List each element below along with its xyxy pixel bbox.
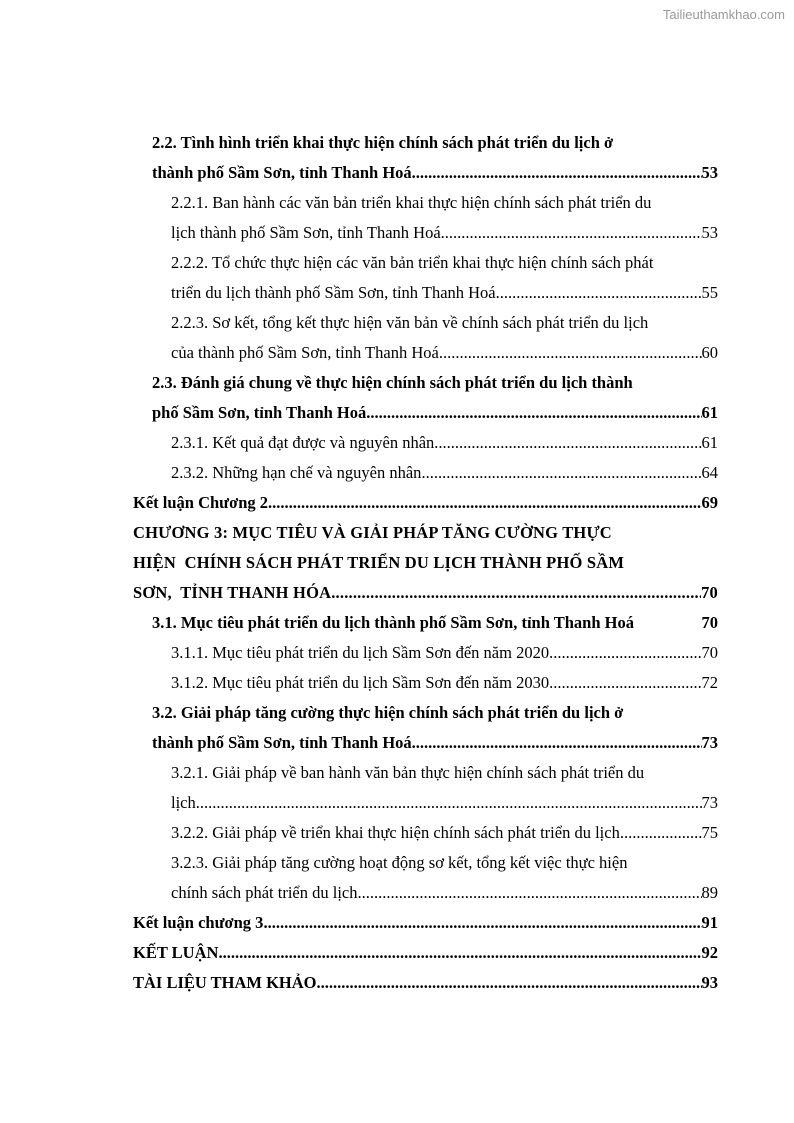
dot-leader [268, 488, 701, 518]
toc-entry-text: 3.1. Mục tiêu phát triển du lịch thành phố Sầm Sơn, tỉnh Thanh Hoá [152, 613, 634, 632]
toc-entry-text: lịch [171, 793, 196, 812]
dot-leader [218, 938, 701, 968]
toc-entry-text: HIỆN CHÍNH SÁCH PHÁT TRIỂN DU LỊCH THÀNH PHỐ SẦM [133, 553, 625, 572]
toc-page-number: 75 [701, 823, 718, 842]
toc-page-number: 61 [701, 403, 718, 422]
toc-entry-text: triển du lịch thành phố Sầm Sơn, tỉnh Thanh Hoá [171, 283, 496, 302]
toc-entry-text: 2.2. Tình hình triển khai thực hiện chính sách phát triển du lịch ở [152, 133, 614, 152]
toc-page-number: 53 [701, 223, 718, 242]
toc-entry-3-1[interactable] [133, 608, 718, 638]
toc-page-number: 73 [701, 733, 718, 752]
toc-entry-2-3-2[interactable] [133, 458, 718, 488]
toc-entry-3-2-3[interactable] [133, 848, 718, 908]
toc-entry-text: 3.2.3. Giải pháp tăng cường hoạt động sơ kết, tổng kết việc thực hiện [171, 853, 628, 872]
toc-entry-text: thành phố Sầm Sơn, tỉnh Thanh Hoá [152, 163, 412, 182]
toc-entry-text: SƠN, TỈNH THANH HÓA [133, 583, 332, 602]
dot-leader [412, 158, 702, 188]
toc-entry-tai-lieu-tham-khao[interactable] [133, 968, 718, 998]
toc-page-number: 72 [701, 673, 718, 692]
toc-page-number: 64 [701, 463, 718, 482]
dot-leader [434, 428, 701, 458]
toc-page-number: 60 [701, 343, 718, 362]
watermark: Tailieuthamkhao.com [662, 7, 785, 22]
dot-leader [549, 638, 701, 668]
toc-entry-text: Kết luận chương 3 [133, 913, 264, 932]
toc-entry-2-3[interactable] [133, 368, 718, 428]
toc-entry-3-2[interactable] [133, 698, 718, 758]
toc-page-number: 91 [701, 913, 718, 932]
dot-leader [358, 878, 702, 908]
toc-entry-2-2[interactable] [133, 128, 718, 188]
dot-leader [196, 788, 702, 818]
toc-entry-text: 3.1.1. Mục tiêu phát triển du lịch Sầm Sơn đến năm 2020 [171, 643, 550, 662]
toc-entry-ket-luan-chuong-3[interactable] [133, 908, 718, 938]
toc-entry-2-2-2[interactable] [133, 248, 718, 308]
dot-leader [496, 278, 702, 308]
toc-entry-text: 3.1.2. Mục tiêu phát triển du lịch Sầm Sơn đến năm 2030 [171, 673, 550, 692]
toc-entry-ket-luan[interactable] [133, 938, 718, 968]
toc-entry-text: của thành phố Sầm Sơn, tỉnh Thanh Hoá [171, 343, 439, 362]
toc-entry-2-3-1[interactable] [133, 428, 718, 458]
toc-page-number: 70 [701, 613, 718, 632]
dot-leader [620, 818, 702, 848]
toc-page-number: 92 [701, 943, 718, 962]
toc-entry-text: lịch thành phố Sầm Sơn, tỉnh Thanh Hoá [171, 223, 441, 242]
toc-entry-text: Kết luận Chương 2 [133, 493, 269, 512]
dot-leader [412, 728, 702, 758]
toc-entry-text: KẾT LUẬN [133, 943, 219, 962]
toc-entry-3-2-2[interactable] [133, 818, 718, 848]
dot-leader [263, 908, 701, 938]
toc-entry-text: phố Sầm Sơn, tỉnh Thanh Hoá [152, 403, 367, 422]
toc-entry-text: 2.2.1. Ban hành các văn bản triển khai thực hiện chính sách phát triển du [171, 193, 652, 212]
dot-leader [317, 968, 702, 998]
toc-page-number: 70 [701, 643, 718, 662]
toc-entry-text: 3.2.1. Giải pháp về ban hành văn bản thực hiện chính sách phát triển du [171, 763, 645, 782]
toc-page-number: 70 [701, 583, 718, 602]
toc-page-number: 93 [701, 973, 718, 992]
dot-leader [441, 218, 702, 248]
toc-entry-ket-luan-chuong-2[interactable] [133, 488, 718, 518]
toc-entry-2-2-3[interactable] [133, 308, 718, 368]
dot-leader [366, 398, 701, 428]
toc-entry-3-2-1[interactable] [133, 758, 718, 818]
toc-entry-text: thành phố Sầm Sơn, tỉnh Thanh Hoá [152, 733, 412, 752]
toc-entry-text: 2.3. Đánh giá chung về thực hiện chính sách phát triển du lịch thành [152, 373, 633, 392]
table-of-contents [133, 128, 718, 998]
toc-entry-text: CHƯƠNG 3: MỤC TIÊU VÀ GIẢI PHÁP TĂNG CƯỜNG THỰC [133, 523, 612, 542]
toc-entry-text: chính sách phát triển du lịch [171, 883, 358, 902]
dot-leader [549, 668, 701, 698]
toc-page-number: 55 [701, 283, 718, 302]
dot-leader [421, 458, 701, 488]
toc-entry-2-2-1[interactable] [133, 188, 718, 248]
toc-entry-text: 2.3.1. Kết quả đạt được và nguyên nhân [171, 433, 435, 452]
toc-page-number: 89 [701, 883, 718, 902]
toc-page-number: 69 [701, 493, 718, 512]
toc-entry-3-1-1[interactable] [133, 638, 718, 668]
toc-entry-text: 2.2.2. Tổ chức thực hiện các văn bản triển khai thực hiện chính sách phát [171, 253, 654, 272]
toc-entry-3-1-2[interactable] [133, 668, 718, 698]
toc-page-number: 53 [701, 163, 718, 182]
toc-entry-text: 3.2.2. Giải pháp về triển khai thực hiện chính sách phát triển du lịch [171, 823, 620, 842]
toc-entry-text: TÀI LIỆU THAM KHẢO [133, 973, 317, 992]
toc-page-number: 73 [701, 793, 718, 812]
toc-entry-chuong-3[interactable] [133, 518, 718, 608]
toc-entry-text: 2.3.2. Những hạn chế và nguyên nhân [171, 463, 422, 482]
dot-leader [331, 578, 701, 608]
toc-entry-text: 2.2.3. Sơ kết, tổng kết thực hiện văn bản về chính sách phát triển du lịch [171, 313, 649, 332]
dot-leader [439, 338, 702, 368]
toc-entry-text: 3.2. Giải pháp tăng cường thực hiện chính sách phát triển du lịch ở [152, 703, 624, 722]
toc-page-number: 61 [701, 433, 718, 452]
